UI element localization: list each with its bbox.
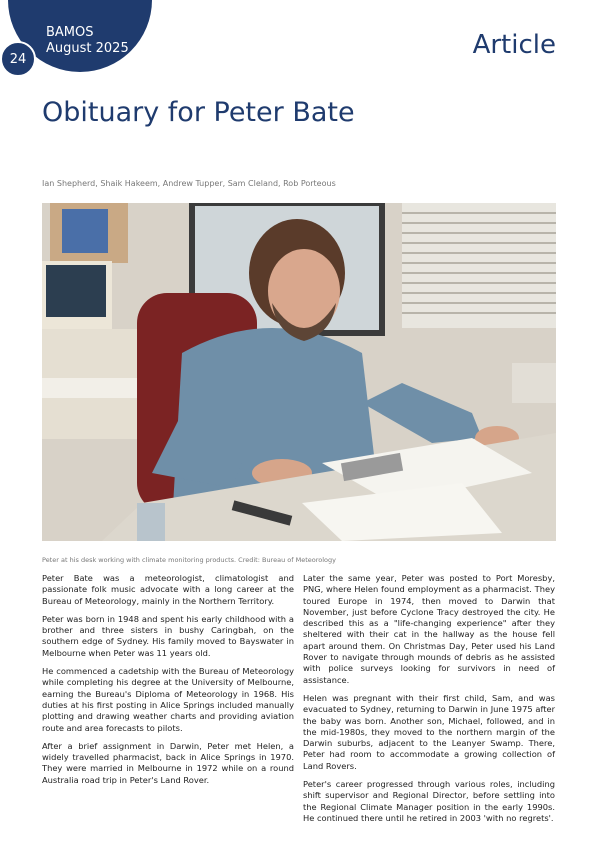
paragraph: Peter's career progressed through various roles, including shift supervisor and Regional Director, before settling into the Regional Climate Manager position in the early 1990s. He continued there until he retired in 2003 'with no regrets'. — [303, 779, 555, 823]
article-photo — [42, 203, 556, 541]
article-title: Obituary for Peter Bate — [42, 97, 355, 128]
paragraph: After a brief assignment in Darwin, Peter met Helen, a widely travelled pharmacist, back in Alice Springs in 1970. They were married in Melbourne in 1972 while on a round Australia road trip in Peter's Land Rover. — [42, 740, 294, 785]
article-authors: Ian Shepherd, Shaik Hakeem, Andrew Tupper, Sam Cleland, Rob Porteous — [42, 179, 336, 188]
article-column-left — [42, 573, 294, 793]
photo-caption: Peter at his desk working with climate monitoring products. Credit: Bureau of Meteorology — [42, 556, 336, 564]
publication-name: BAMOS — [46, 25, 94, 40]
paragraph: Helen was pregnant with their first child, Sam, and was evacuated to Sydney, returning to Darwin in June 1975 after the baby was born. Another son, Michael, followed, and in the mid-1980s, they moved to the northern margin of the Darwin suburbs, adjacent to the Leanyer Swamp. There, Peter had room to accommodate a growing collection of Land Rovers. — [303, 692, 555, 771]
paragraph: Peter Bate was a meteorologist, climatologist and passionate folk music advocate with a long career at the Bureau of Meteorology, mainly in the Northern Territory. — [42, 573, 294, 606]
paragraph: Peter was born in 1948 and spent his early childhood with a brother and three sisters in bushy Caringbah, on the southern edge of Sydney. His family moved to Bayswater in Melbourne when Peter was 11 years old. — [42, 613, 294, 658]
paragraph: Later the same year, Peter was posted to Port Moresby, PNG, where Helen found employment as a pharmacist. They toured Europe in 1974, then moved to Darwin that November, just before Cyclone Tracy destroyed the city. He described this as a "life-changing experience" after they sheltered with their cat in the hallway as the house fell apart around them. On Christmas Day, Peter used his Land Rover to navigate through mounds of debris as he assisted with police surveys looking for survivors in need of assistance. — [303, 573, 555, 685]
section-label: Article — [472, 30, 556, 60]
page-number: 24 — [0, 41, 36, 77]
paragraph: He commenced a cadetship with the Bureau of Meteorology while completing his degree at the University of Melbourne, earning the Bureau's Diploma of Meteorology in 1968. His duties at his first posting in Alice Springs included manually plotting and drawing weather charts and providing aviation route and area forecasts to pilots. — [42, 666, 294, 733]
issue-date: August 2025 — [46, 41, 129, 56]
article-column-right — [303, 573, 555, 831]
